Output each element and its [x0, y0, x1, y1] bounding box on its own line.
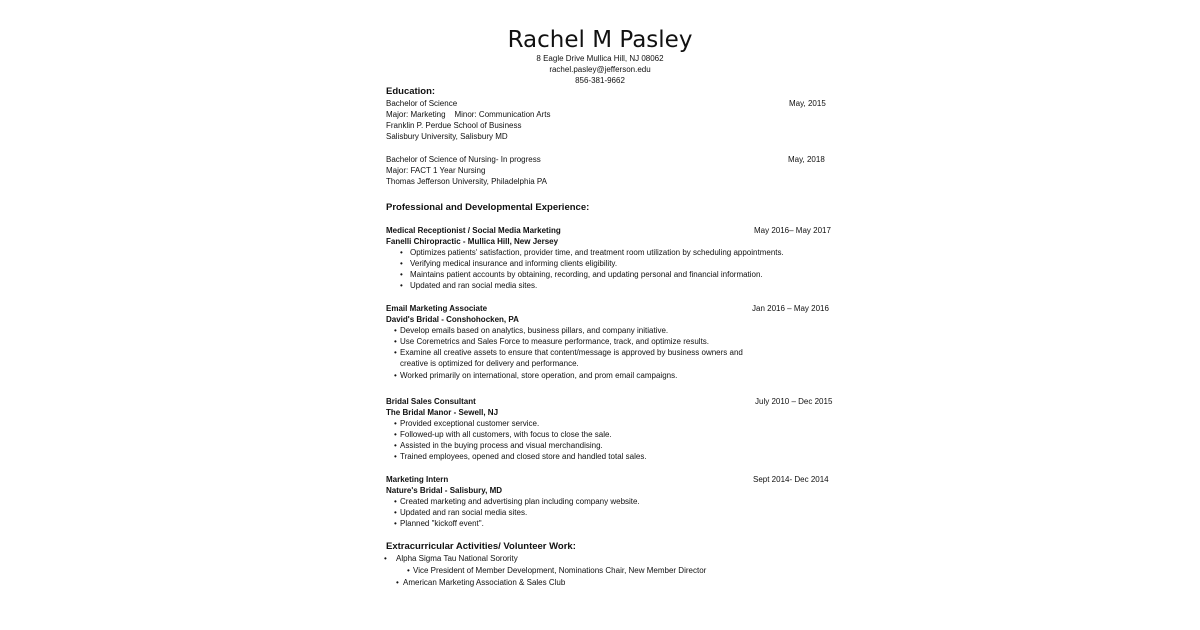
activities-heading: Extracurricular Activities/ Volunteer Work:	[386, 541, 576, 552]
edu1-degree: Bachelor of Science	[386, 99, 458, 108]
job1-org: Fanelli Chiropractic - Mullica Hill, New Jersey	[386, 237, 559, 246]
contact-phone: 856-381-9662	[575, 76, 625, 85]
list-item: • Develop emails based on analytics, business pillars, and company initiative.	[394, 326, 669, 335]
list-item: • Worked primarily on international, store operation, and prom email campaigns.	[394, 371, 678, 380]
list-item: • Assisted in the buying process and visual merchandising.	[394, 441, 603, 450]
job1-date: May 2016– May 2017	[754, 226, 831, 235]
job4-date: Sept 2014- Dec 2014	[753, 475, 829, 484]
edu2-university: Thomas Jefferson University, Philadelphia PA	[386, 177, 547, 186]
job1-title: Medical Receptionist / Social Media Marketing	[386, 226, 561, 235]
contact-address: 8 Eagle Drive Mullica Hill, NJ 08062	[536, 54, 664, 63]
job4-org: Nature's Bridal - Salisbury, MD	[386, 486, 503, 495]
resume-name: Rachel M Pasley	[507, 27, 693, 53]
list-item: • Followed-up with all customers, with focus to close the sale.	[394, 430, 612, 439]
edu2-degree: Bachelor of Science of Nursing- In progress	[386, 155, 541, 164]
edu2-major: Major: FACT 1 Year Nursing	[386, 166, 486, 175]
list-item: • Created marketing and advertising plan including company website.	[394, 497, 640, 506]
list-item: • Use Coremetrics and Sales Force to measure performance, track, and optimize results.	[394, 337, 710, 346]
list-item: • Alpha Sigma Tau National Sorority	[384, 554, 518, 563]
list-item: • Updated and ran social media sites.	[394, 508, 528, 517]
job3-title: Bridal Sales Consultant	[386, 397, 476, 406]
list-item: • American Marketing Association & Sales Club	[396, 578, 566, 587]
list-item: • Provided exceptional customer service.	[394, 419, 540, 428]
list-item-continuation: creative is optimized for delivery and performance.	[400, 359, 579, 368]
list-item: • Trained employees, opened and closed store and handled total sales.	[394, 452, 647, 461]
job2-date: Jan 2016 – May 2016	[752, 304, 829, 313]
edu2-date: May, 2018	[788, 155, 825, 164]
list-item: • Vice President of Member Development, Nominations Chair, New Member Director	[407, 566, 707, 575]
job2-title: Email Marketing Associate	[386, 304, 488, 313]
edu1-school: Franklin P. Perdue School of Business	[386, 121, 522, 130]
list-item: • Verifying medical insurance and informing clients eligibility.	[400, 259, 618, 268]
list-item: • Maintains patient accounts by obtaining, recording, and updating personal and financial information.	[400, 270, 763, 279]
contact-email: rachel.pasley@jefferson.edu	[549, 65, 651, 74]
list-item: • Planned "kickoff event".	[394, 519, 484, 528]
edu1-university: Salisbury University, Salisbury MD	[386, 132, 508, 141]
job3-org: The Bridal Manor - Sewell, NJ	[386, 408, 499, 417]
edu1-major: Major: Marketing Minor: Communication Arts	[386, 110, 551, 119]
education-heading: Education:	[386, 86, 436, 97]
list-item: • Optimizes patients' satisfaction, provider time, and treatment room utilization by scheduling appointments.	[400, 248, 784, 257]
list-item: • Examine all creative assets to ensure that content/message is approved by business owners and	[394, 348, 743, 357]
list-item: • Updated and ran social media sites.	[400, 281, 538, 290]
edu1-date: May, 2015	[789, 99, 826, 108]
experience-heading: Professional and Developmental Experience:	[386, 202, 590, 213]
job4-title: Marketing Intern	[386, 475, 449, 484]
job2-org: David's Bridal - Conshohocken, PA	[386, 315, 519, 324]
job3-date: July 2010 – Dec 2015	[755, 397, 833, 406]
